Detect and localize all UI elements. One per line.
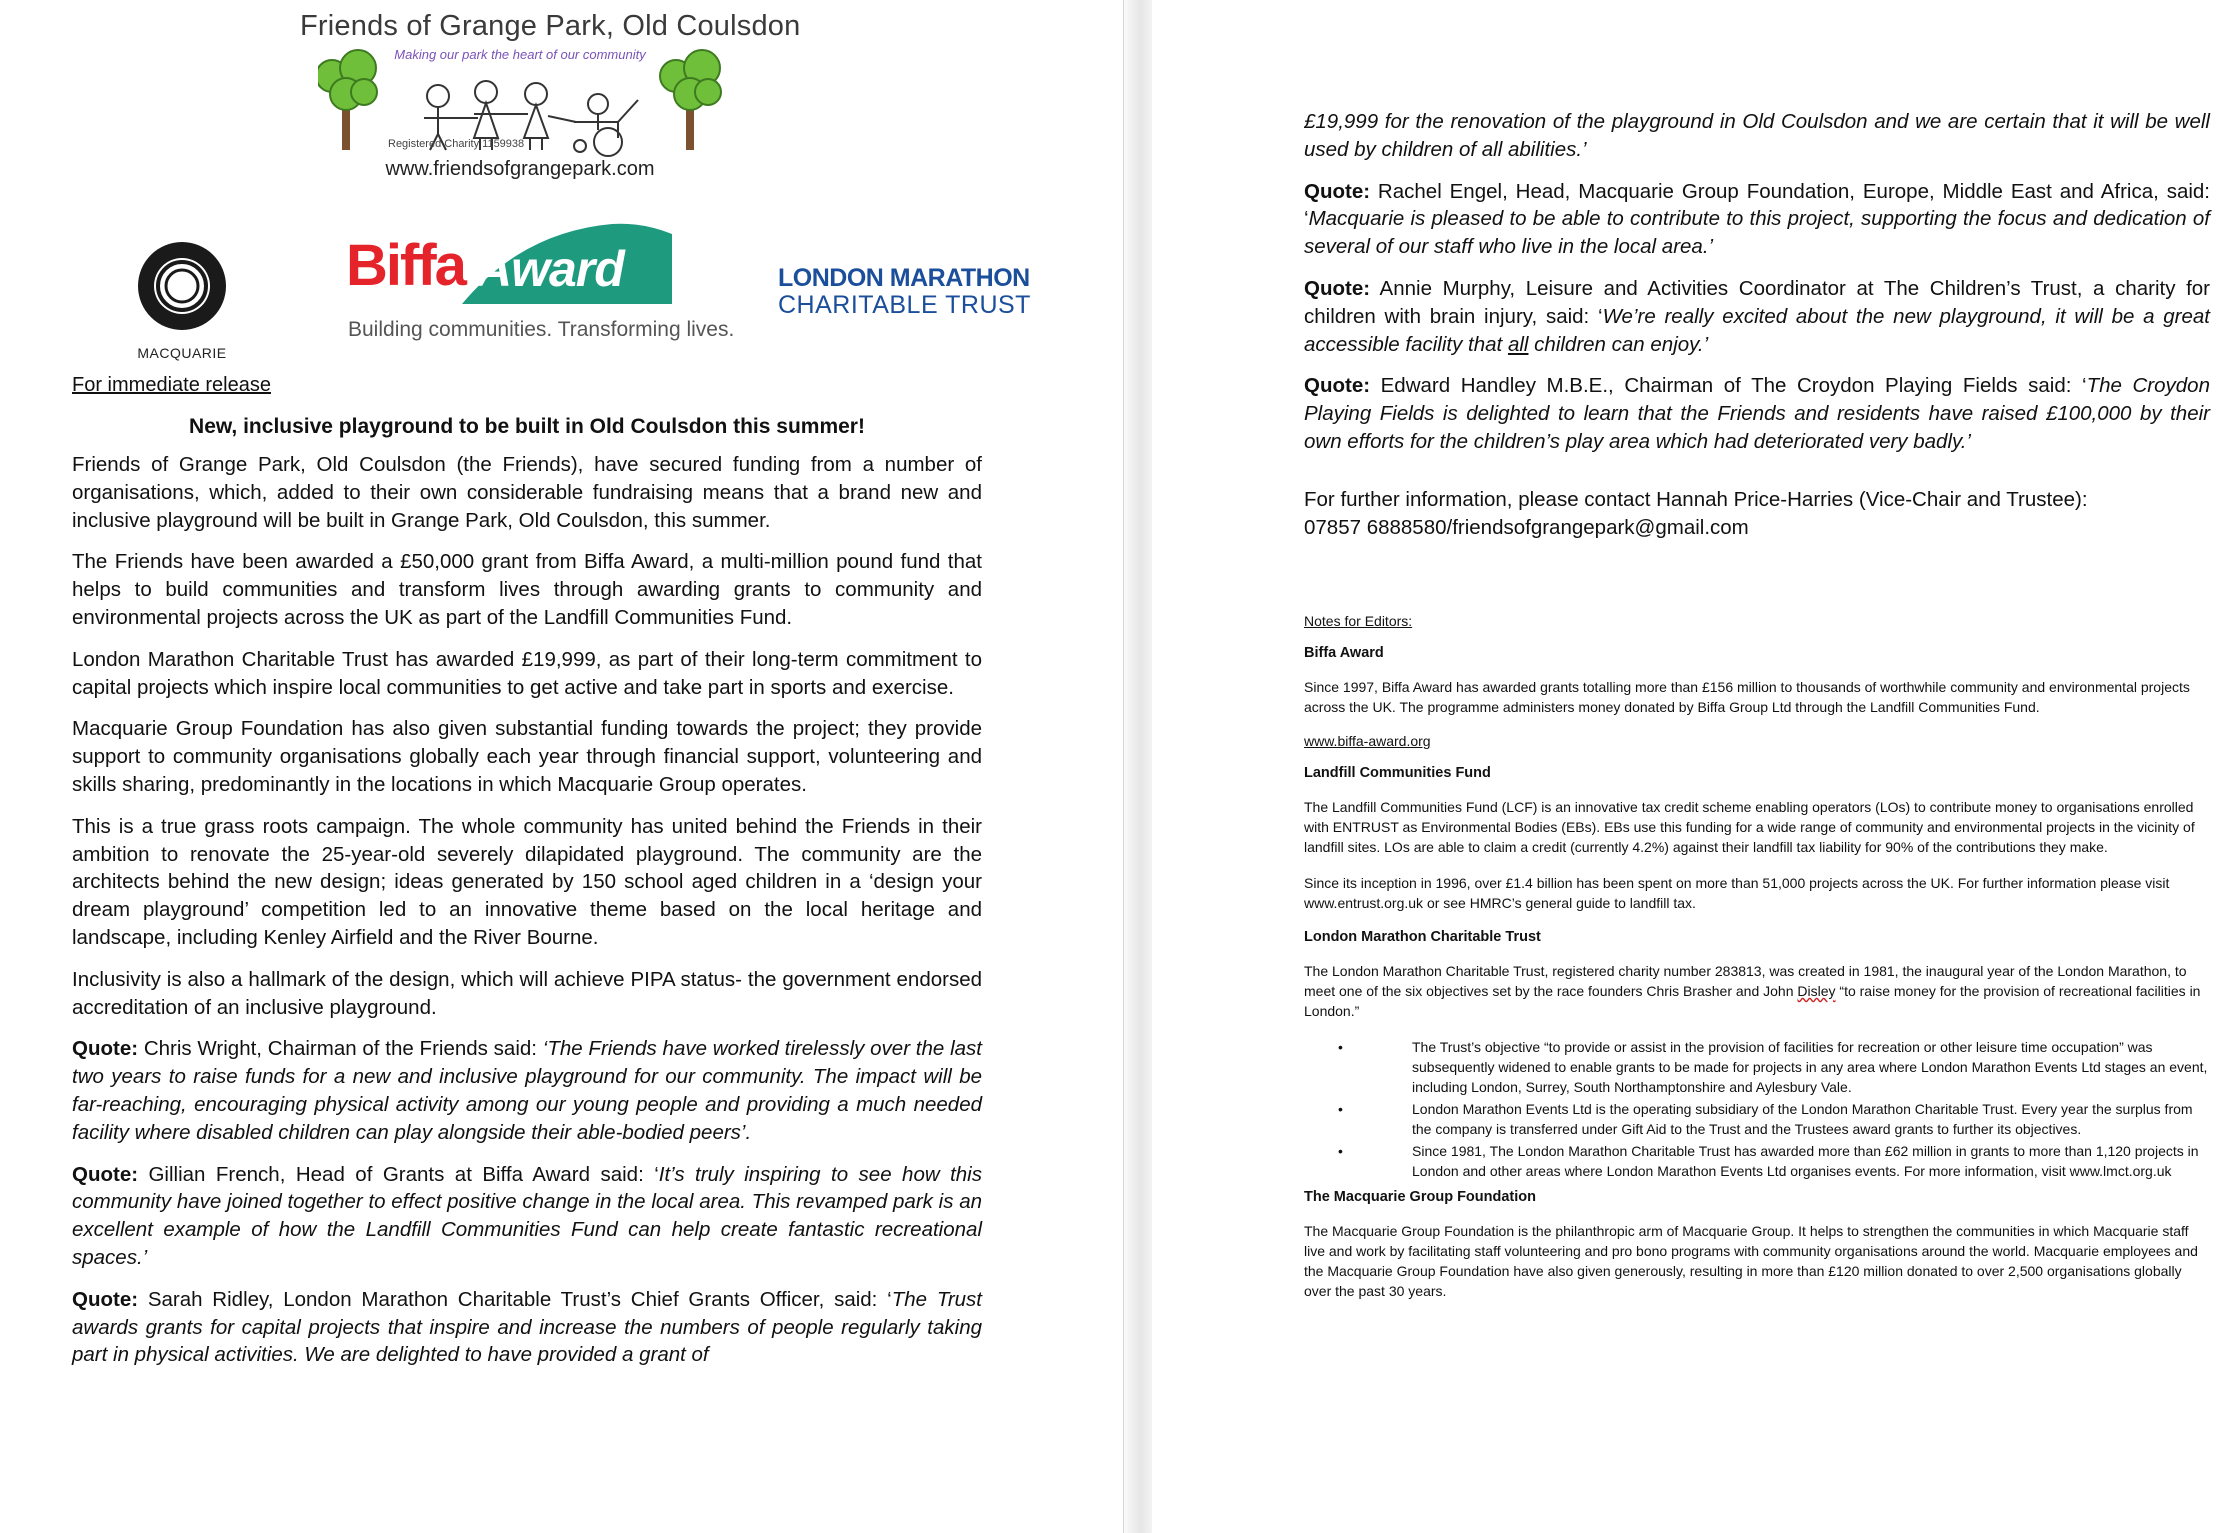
bullet-icon: • bbox=[1338, 1039, 1343, 1055]
document-page-2 bbox=[1152, 0, 2225, 1533]
fogp-website-url: www.friendsofgrangepark.com bbox=[385, 158, 655, 180]
lmct-logo-line2: CHARITABLE TRUST bbox=[778, 291, 1031, 319]
notes-heading-lcf: Landfill Communities Fund bbox=[1304, 765, 1491, 781]
notes-text: Since 1997, Biffa Award has awarded grants totalling more than £156 million to thousands of worthwhile community and environmental projects across the UK. The programme administers money donated by Biffa Group Ltd through the Landfill Communities Fund. bbox=[1304, 679, 2190, 715]
friends-of-grange-park-logo bbox=[300, 8, 801, 183]
quote-attribution: Rachel Engel, Head, Macquarie Group Foundation, Europe, Middle East and Africa, said: ‘ bbox=[1304, 179, 2210, 231]
lmct-bullet-list bbox=[1304, 1037, 2210, 1181]
london-marathon-charitable-trust-logo bbox=[778, 264, 1031, 320]
quote-continuation bbox=[1304, 108, 2210, 164]
quote-text: ‘The Friends have worked tirelessly over the last two years to raise funds for a new and inclusive playground for our community. The impact will be far-reaching, encouraging physical activity among our young people and providing a much needed facility where disabled children can play alongside their able-bodied peers’. bbox=[72, 1037, 982, 1144]
contact-line: For further information, please contact Hannah Price-Harries (Vice-Chair and Trustee): bbox=[1304, 487, 2088, 511]
quote-attribution: Gillian French, Head of Grants at Biffa Award said: ‘ bbox=[138, 1162, 659, 1186]
list-item bbox=[1304, 1099, 2210, 1139]
macquarie-logo bbox=[122, 238, 242, 361]
quote-label: Quote: bbox=[72, 1287, 139, 1311]
list-item-text: London Marathon Events Ltd is the operating subsidiary of the London Marathon Charitable Trust. Every year the surplus from the company is transferred under Gift Aid to the Trust and the Trustees award grants to further its objectives. bbox=[1412, 1101, 2193, 1137]
quote-attribution: Sarah Ridley, London Marathon Charitable Trust’s Chief Grants Officer, said: ‘ bbox=[138, 1287, 892, 1311]
macquarie-logo-text: MACQUARIE bbox=[137, 345, 227, 361]
paragraph: Macquarie Group Foundation has also given substantial funding towards the project; they provide support to community organisations globally each year through financial support, volunteering and skills sharing, predominantly in the locations in which Macquarie Group operates. bbox=[72, 717, 982, 796]
notes-text: The Macquarie Group Foundation is the philanthropic arm of Macquarie Group. It helps to strengthen the communities in which Macquarie staff live and work by facilitating staff volunteering and pro bono programs with community organisations around the world. Macquarie employees and the Macquarie Group Foundation have also given generously, resulting in more than £120 million donated to over 2,500 organisations globally over the past 30 years. bbox=[1304, 1223, 2198, 1299]
quote-label: Quote: bbox=[1304, 276, 1371, 300]
notes-for-editors bbox=[1304, 613, 2210, 1317]
paragraph: Friends of Grange Park, Old Coulsdon (the Friends), have secured funding from a number of organisations, which, added to their own considerable fundraising means that a brand new and inclusive playground will be built in Grange Park, Old Coulsdon, this summer. bbox=[72, 453, 982, 532]
notes-text-part: “to raise money for the provision of recreational facilities in London.” bbox=[1304, 983, 2201, 1019]
list-item bbox=[1304, 1037, 2210, 1097]
spellcheck-flagged-word: Disley bbox=[1797, 983, 1836, 999]
fogp-logo-tagline: Making our park the heart of our community bbox=[394, 47, 646, 62]
quote-emphasis: all bbox=[1507, 332, 1529, 356]
notes-text-part: The London Marathon Charitable Trust, registered charity number 283813, was created in 1981, the inaugural year of the London Marathon, to meet one of the six objectives set by the race founders Chris Brasher and John bbox=[1304, 963, 2187, 999]
quote-label: Quote: bbox=[72, 1037, 139, 1061]
quote-text: children can enjoy.’ bbox=[1528, 332, 1709, 356]
biffa-award-logo bbox=[346, 222, 735, 347]
quote-text: £19,999 for the renovation of the playground in Old Coulsdon and we are certain that it will be well used by children of all abilities.’ bbox=[1304, 110, 2210, 161]
quote-attribution: Chris Wright, Chairman of the Friends said: bbox=[138, 1037, 543, 1061]
biffa-logo-word: Biffa bbox=[346, 233, 465, 298]
notes-text: Since its inception in 1996, over £1.4 billion has been spent on more than 51,000 projects across the UK. For further information please visit www.entrust.org.uk or see HMRC’s general guide to landfill tax. bbox=[1304, 875, 2170, 911]
lmct-logo-line1: LONDON MARATHON bbox=[778, 264, 1030, 292]
quote-attribution: Edward Handley M.B.E., Chairman of The Croydon Playing Fields said: ‘ bbox=[1370, 374, 2087, 398]
quote-rachel-engel bbox=[1304, 178, 2210, 261]
quote-gillian-french bbox=[72, 1161, 982, 1272]
notes-heading-macquarie: The Macquarie Group Foundation bbox=[1304, 1189, 1536, 1205]
biffa-logo-tagline: Building communities. Transforming lives. bbox=[348, 318, 735, 341]
contact-details: 07857 6888580/friendsofgrangepark@gmail.com bbox=[1304, 515, 1749, 539]
fogp-logo-title: Friends of Grange Park, Old Coulsdon bbox=[300, 10, 801, 42]
macquarie-ring-icon bbox=[134, 238, 230, 334]
award-logo-word: Award bbox=[476, 241, 624, 297]
quote-attribution: Annie Murphy, Leisure and Activities Coordinator at The Children’s Trust, a charity for children with brain injury, said: ‘ bbox=[1304, 276, 2210, 328]
quote-sarah-ridley bbox=[72, 1286, 982, 1369]
notes-heading-lmct: London Marathon Charitable Trust bbox=[1304, 929, 1541, 945]
press-release-continued bbox=[1304, 108, 2210, 541]
quote-label: Quote: bbox=[1304, 179, 1371, 203]
list-item bbox=[1304, 1141, 2210, 1181]
notes-text bbox=[1304, 961, 2210, 1021]
list-item-text: Since 1981, The London Marathon Charitable Trust has awarded more than £62 million in grants to more than 1,120 projects in London and other areas where London Marathon Events Ltd organises events. For more information, visit www.lmct.org.uk bbox=[1412, 1143, 2199, 1179]
fogp-charity-number: Registered Charity 1159938 bbox=[388, 138, 525, 150]
biffa-award-link[interactable]: www.biffa-award.org bbox=[1304, 733, 1431, 749]
paragraph: The Friends have been awarded a £50,000 grant from Biffa Award, a multi-million pound fund that helps to build communities and transform lives through awarding grants to community and environmental projects across the UK as part of the Landfill Communities Fund. bbox=[72, 550, 982, 629]
quote-label: Quote: bbox=[72, 1162, 139, 1186]
notes-heading-biffa: Biffa Award bbox=[1304, 645, 1384, 661]
paragraph: London Marathon Charitable Trust has awarded £19,999, as part of their long-term commitment to capital projects which inspire local communities to get active and take part in sports and exercise. bbox=[72, 647, 982, 699]
press-release-body bbox=[72, 374, 982, 1383]
quote-label: Quote: bbox=[1304, 374, 1371, 398]
bullet-icon: • bbox=[1338, 1101, 1343, 1117]
contact-info bbox=[1304, 486, 2210, 542]
list-item-text: The Trust’s objective “to provide or assist in the provision of facilities for recreation or other leisure time occupation” was subsequently widened to enable grants to be made for projects in any area where London Marathon Events Ltd stages an event, including London, Surrey, South Northamptonshire and Aylesbury Vale. bbox=[1412, 1039, 2208, 1095]
headline: New, inclusive playground to be built in Old Coulsdon this summer! bbox=[189, 415, 865, 438]
paragraph: This is a true grass roots campaign. The whole community has united behind the Friends in their ambition to renovate the 25-year-old severely dilapidated playground. The community are the architects behind the new design; ideas generated by 150 school aged children in a ‘design your dream playground’ competition led to an innovative theme based on the local heritage and landscape, including Kenley Airfield and the River Bourne. bbox=[72, 814, 982, 949]
bullet-icon: • bbox=[1338, 1143, 1343, 1159]
quote-text: Macquarie is pleased to be able to contribute to this project, supporting the focus and dedication of several of our staff who live in the local area.’ bbox=[1304, 207, 2210, 259]
quote-annie-murphy bbox=[1304, 275, 2210, 358]
quote-text: We’re really excited about the new playground, it will be a great accessible facility that bbox=[1304, 304, 2210, 356]
quote-text: It’s truly inspiring to see how this community have joined together to effect positive change in the local area. This revamped park is an excellent example of how the Landfill Communities Fund can help create fantastic recreational spaces.’ bbox=[72, 1162, 982, 1269]
notes-label: Notes for Editors: bbox=[1304, 613, 1413, 629]
notes-text: The Landfill Communities Fund (LCF) is an innovative tax credit scheme enabling operators (LOs) to contribute money to organisations enrolled with ENTRUST as Environmental Bodies (EBs). EBs use this funding for a wide range of community and environmental projects in the vicinity of landfill sites. LOs are able to claim a credit (currently 4.2%) against their landfill tax liability for 90% of the contributions they make. bbox=[1304, 799, 2195, 855]
quote-text: The Trust awards grants for capital projects that inspire and increase the numbers of people regularly taking part in physical activities. We are delighted to have provided a grant of bbox=[72, 1287, 982, 1367]
quote-text: The Croydon Playing Fields is delighted to learn that the Friends and residents have raised £100,000 by their own efforts for the children’s play area which had deteriorated very badly.’ bbox=[1304, 374, 2210, 453]
quote-chris-wright bbox=[72, 1035, 982, 1146]
page-gutter bbox=[1123, 0, 1153, 1533]
quote-edward-handley bbox=[1304, 372, 2210, 455]
release-label: For immediate release bbox=[72, 374, 271, 396]
paragraph: Inclusivity is also a hallmark of the design, which will achieve PIPA status- the government endorsed accreditation of an inclusive playground. bbox=[72, 967, 982, 1019]
